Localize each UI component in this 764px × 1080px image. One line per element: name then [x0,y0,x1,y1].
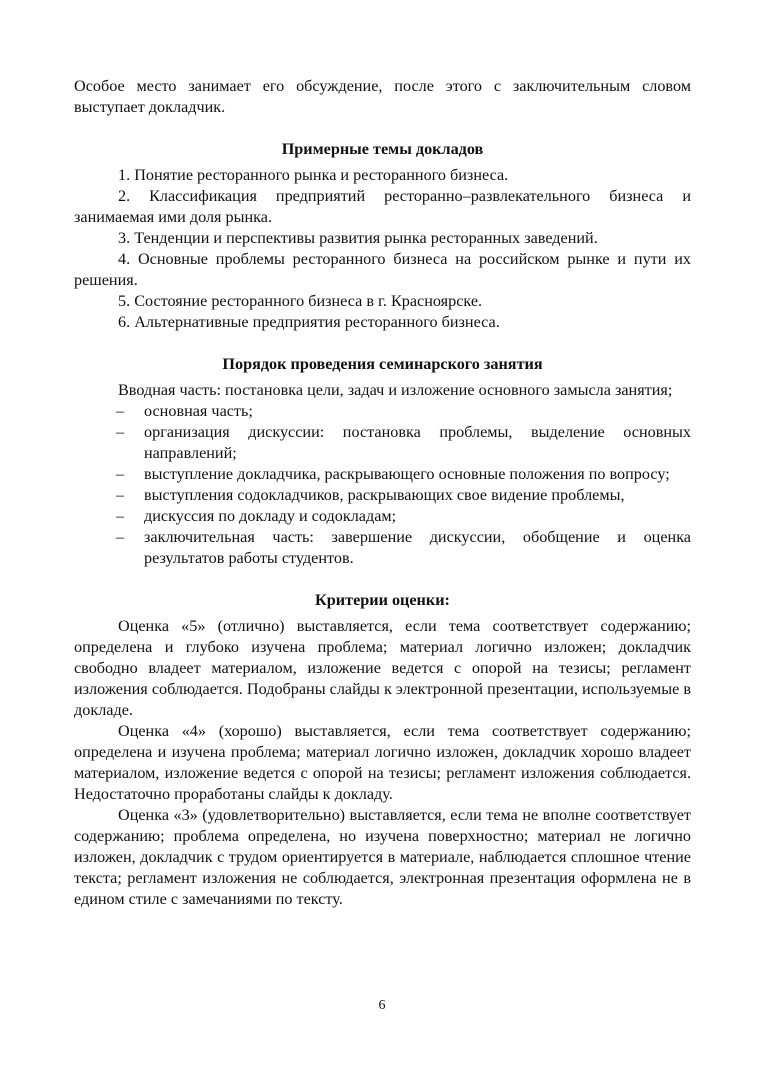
procedure-list [74,401,691,569]
procedure-item-text: заключительная часть: завершение дискуссии, обобщение и оценка результатов работы студентов. [144,528,691,567]
procedure-item [74,506,691,527]
criteria-heading: Критерии оценки: [315,591,450,609]
dash-marker: – [116,486,125,504]
procedure-item-text: дискуссия по докладу и содокладам; [144,507,397,525]
topic-item: 1. Понятие ресторанного рынка и ресторанного бизнеса. [118,166,509,184]
spacer [74,118,691,139]
procedure-item [74,422,691,464]
intro-paragraph: Особое место занимает его обсуждение, после этого с заключительным словом выступает докладчик. [74,77,691,116]
topic-item: 5. Состояние ресторанного бизнеса в г. Красноярске. [118,292,483,310]
topic-item: 3. Тенденции и перспективы развития рынка ресторанных заведений. [118,229,598,247]
topic-item: 4. Основные проблемы ресторанного бизнеса на российском рынке и пути их решения. [74,250,691,289]
procedure-item [74,401,691,422]
criteria-paragraph: Оценка «5» (отлично) выставляется, если тема соответствует содержанию; определена и глубоко изучена проблема; материал логично изложен; докладчик свободно владеет материалом, изложение ведется с опорой на тезисы; регламент изложения соблюдается. Подобраны слайды к электронной презентации, используемые в докладе. [74,617,691,719]
procedure-heading: Порядок проведения семинарского занятия [222,355,543,373]
dash-marker: – [116,402,125,420]
procedure-item-text: основная часть; [144,402,253,420]
procedure-item-text: организация дискуссии: постановка проблемы, выделение основных направлений; [144,423,691,462]
topic-item: 2. Классификация предприятий ресторанно–развлекательного бизнеса и занимаемая ими доля рынка. [74,187,691,226]
spacer [74,569,691,590]
dash-marker: – [116,507,125,525]
criteria-paragraph: Оценка «3» (удовлетворительно) выставляется, если тема не вполне соответствует содержанию; проблема определена, но изучена поверхностно; материал не логично изложен, докладчик с трудом ориентируется в материале, наблюдается сплошное чтение текста; регламент изложения не соблюдается, электронная презентация оформлена не в едином стиле с замечаниями по тексту. [74,806,691,908]
dash-marker: – [116,465,125,483]
topics-heading: Примерные темы докладов [281,140,484,158]
criteria-paragraph: Оценка «4» (хорошо) выставляется, если тема соответствует содержанию; определена и изучена проблема; материал логично изложен, докладчик хорошо владеет материалом, изложение ведется с опорой на тезисы; регламент изложения соблюдается. Недостаточно проработаны слайды к докладу. [74,722,691,803]
procedure-item [74,485,691,506]
topics-list [74,165,691,333]
procedure-item [74,464,691,485]
dash-marker: – [116,423,125,441]
topic-item: 6. Альтернативные предприятия ресторанного бизнеса. [118,313,500,331]
document-page [74,76,691,910]
procedure-item-text: выступление докладчика, раскрывающего основные положения по вопросу; [144,465,670,483]
procedure-lead: Вводная часть: постановка цели, задач и изложение основного замысла занятия; [118,381,673,399]
dash-marker: – [116,528,125,546]
procedure-item-text: выступления содокладчиков, раскрывающих свое видение проблемы, [144,486,625,504]
spacer [74,333,691,354]
page-number: 6 [378,998,386,1013]
procedure-item [74,527,691,569]
